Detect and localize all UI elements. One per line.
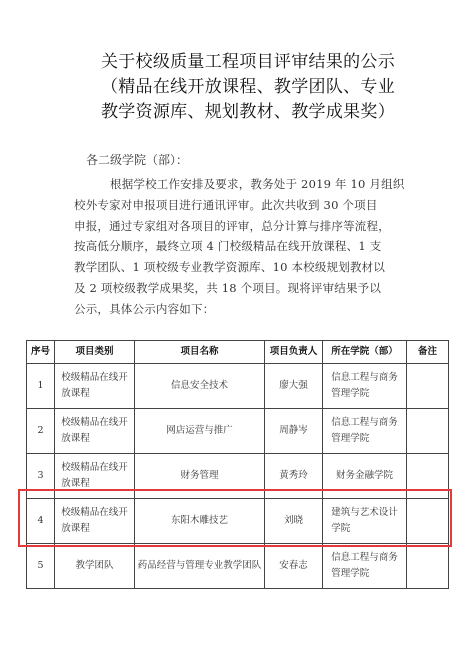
cell-no: 3 — [27, 454, 55, 499]
college-line: 学院 — [331, 523, 351, 534]
document-title — [58, 50, 438, 125]
body-line: 教学团队、1 项校级专业教学资源库、10 本校级规划教材以 — [74, 260, 386, 275]
cell-project-name: 信息安全技术 — [135, 364, 265, 409]
cell-category — [55, 499, 135, 544]
cell-category — [55, 409, 135, 454]
table-row — [27, 409, 449, 454]
college-line: 信息工程与商务 — [331, 372, 398, 383]
cell-note — [407, 454, 449, 499]
cell-project-name: 财务管理 — [135, 454, 265, 499]
header-note: 备注 — [407, 341, 449, 364]
cell-college — [323, 544, 407, 589]
cell-project-name: 药品经营与管理专业教学团队 — [135, 544, 265, 589]
cell-project-name: 东阳木雕技艺 — [135, 499, 265, 544]
cell-leader: 安春志 — [265, 544, 323, 589]
cell-leader: 黄秀玲 — [265, 454, 323, 499]
header-project-name: 项目名称 — [135, 341, 265, 364]
cell-no: 5 — [27, 544, 55, 589]
college-line: 管理学院 — [331, 433, 370, 444]
table-row — [27, 364, 449, 409]
header-college: 所在学院（部） — [323, 341, 407, 364]
cell-college — [323, 499, 407, 544]
header-leader: 项目负责人 — [265, 341, 323, 364]
category-line: 放课程 — [61, 388, 90, 399]
category-line: 校级精品在线开 — [61, 372, 128, 383]
table-row — [27, 544, 449, 589]
greeting: 各二级学院（部）： — [86, 153, 189, 167]
body-line: 及 2 项校级教学成果奖，共 18 个项目。现将评审结果予以 — [74, 280, 382, 295]
header-category: 项目类别 — [55, 341, 135, 364]
cell-college — [323, 364, 407, 409]
college-line: 管理学院 — [331, 388, 370, 399]
body-line: 按高低分顺序，最终立项 4 门校级精品在线开放课程、1 支 — [74, 239, 382, 254]
body-paragraph — [74, 174, 426, 320]
body-line: 校外专家对申报项目进行通讯评审。此次共收到 30 个项目 — [74, 197, 378, 212]
title-line: （精品在线开放课程、教学团队、专业 — [100, 77, 396, 97]
header-no: 序号 — [27, 341, 55, 364]
category-line: 教学团队 — [75, 560, 114, 571]
category-line: 放课程 — [61, 433, 90, 444]
cell-leader: 刘晓 — [265, 499, 323, 544]
table-row — [27, 454, 449, 499]
category-line: 放课程 — [61, 523, 90, 534]
cell-note — [407, 364, 449, 409]
cell-category — [55, 544, 135, 589]
cell-note — [407, 409, 449, 454]
category-line: 放课程 — [61, 478, 90, 489]
category-line: 校级精品在线开 — [61, 507, 128, 518]
body-line: 公示，具体公示内容如下： — [74, 301, 215, 316]
cell-college — [323, 454, 407, 499]
cell-category — [55, 454, 135, 499]
title-line: 关于校级质量工程项目评审结果的公示 — [100, 52, 396, 72]
cell-note — [407, 499, 449, 544]
cell-note — [407, 544, 449, 589]
body-line: 根据学校工作安排及要求，教务处于 2019 年 10 月组织 — [110, 177, 405, 191]
college-line: 信息工程与商务 — [331, 552, 398, 563]
college-line: 管理学院 — [331, 568, 370, 579]
cell-category — [55, 364, 135, 409]
college-line: 建筑与艺术设计 — [331, 507, 398, 518]
title-line: 教学资源库、规划教材、教学成果奖） — [100, 102, 396, 122]
cell-leader: 廖大强 — [265, 364, 323, 409]
category-line: 校级精品在线开 — [61, 417, 128, 428]
cell-no: 4 — [27, 499, 55, 544]
cell-project-name: 网店运营与推广 — [135, 409, 265, 454]
publicity-table — [26, 340, 449, 589]
table-row-highlighted — [27, 499, 449, 544]
cell-no: 2 — [27, 409, 55, 454]
cell-college — [323, 409, 407, 454]
body-line: 申报，通过专家组对各项目的评审，总分计算与排序等流程， — [74, 218, 390, 233]
college-line: 财务金融学院 — [335, 470, 393, 481]
table-header-row — [27, 341, 449, 364]
college-line: 信息工程与商务 — [331, 417, 398, 428]
cell-no: 1 — [27, 364, 55, 409]
cell-leader: 周静岑 — [265, 409, 323, 454]
category-line: 校级精品在线开 — [61, 462, 128, 473]
